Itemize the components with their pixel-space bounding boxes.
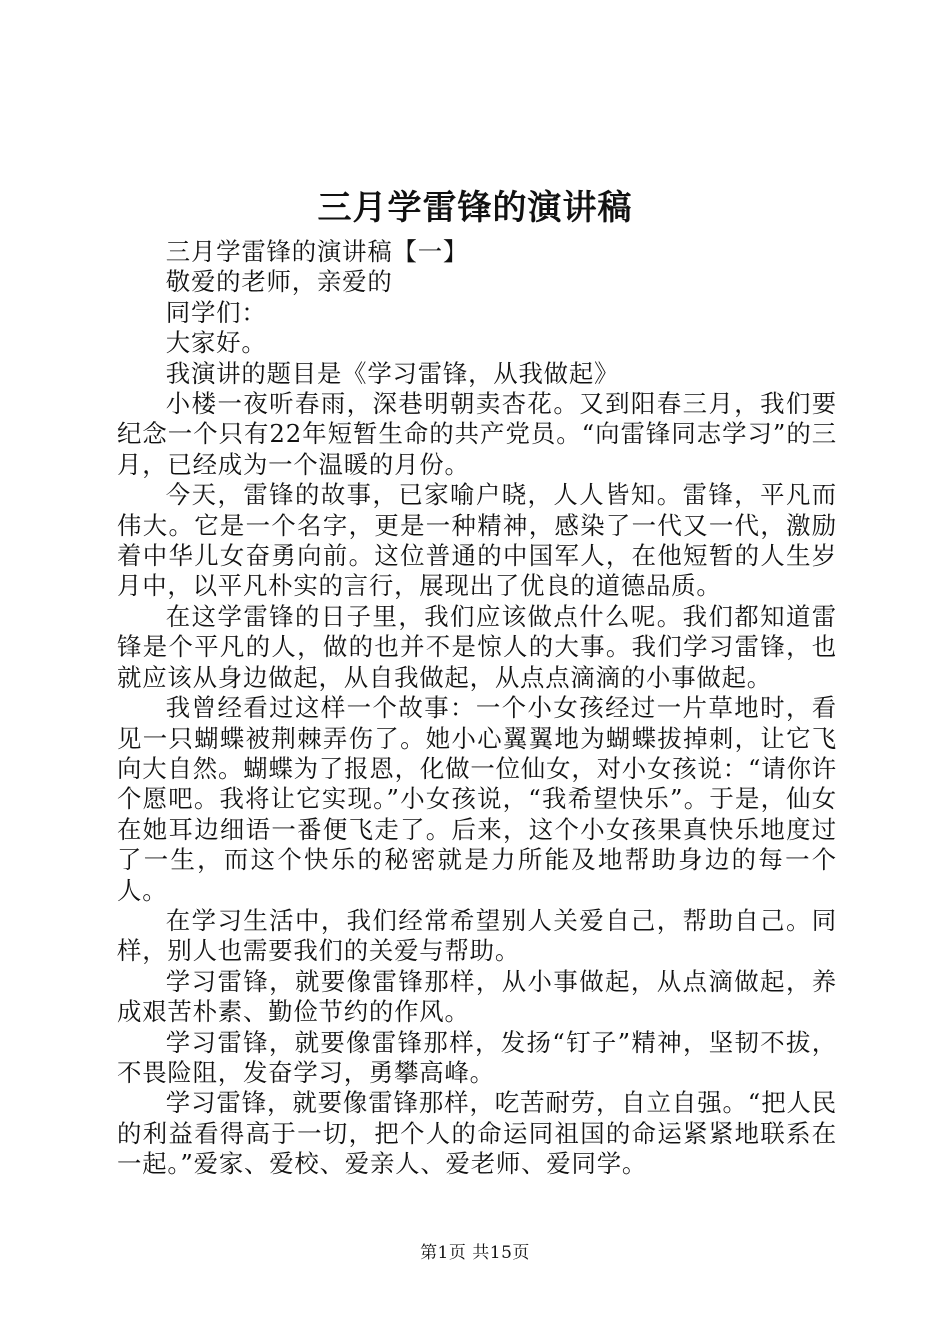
paragraph: 小楼一夜听春雨，深巷明朝卖杏花。又到阳春三月，我们要纪念一个只有22年短暂生命的共产党员。“向雷锋同志学习”的三月，已经成为一个温暖的月份。 <box>117 389 837 479</box>
page-footer: 第1页 共15页 <box>420 1243 530 1263</box>
paragraph: 学习雷锋，就要像雷锋那样，从小事做起，从点滴做起，养成艰苦朴素、勤俭节约的作风。 <box>117 966 837 1027</box>
paragraph: 在学习生活中，我们经常希望别人关爱自己，帮助自己。同样，别人也需要我们的关爱与帮助。 <box>117 905 837 966</box>
paragraph: 在这学雷锋的日子里，我们应该做点什么呢。我们都知道雷锋是个平凡的人，做的也并不是惊人的大事。我们学习雷锋，也就应该从身边做起，从自我做起，从点点滴滴的小事做起。 <box>117 601 837 692</box>
paragraph: 学习雷锋，就要像雷锋那样，吃苦耐劳，自立自强。“把人民的利益看得高于一切，把个人的命运同祖国的命运紧紧地联系在一起。”爱家、爱校、爱亲人、爱老师、爱同学。 <box>117 1088 837 1179</box>
paragraph-salutation-cont: 同学们： <box>165 297 267 327</box>
paragraph: 今天，雷锋的故事，已家喻户晓，人人皆知。雷锋，平凡而伟大。它是一个名字，更是一种精神，感染了一代又一代，激励着中华儿女奋勇向前。这位普通的中国军人，在他短暂的人生岁月中，以平凡朴实的言行，展现出了优良的道德品质。 <box>117 480 837 601</box>
document-body <box>117 237 837 1180</box>
paragraph: 我曾经看过这样一个故事：一个小女孩经过一片草地时，看见一只蝴蝶被荆棘弄伤了。她小心翼翼地为蝴蝶拔掉刺，让它飞向大自然。蝴蝶为了报恩，化做一位仙女，对小女孩说：“请你许个愿吧。我将让它实现。”小女孩说，“我希望快乐”。于是，仙女在她耳边细语一番便飞走了。后来，这个小女孩果真快乐地度过了一生，而这个快乐的秘密就是力所能及地帮助身边的每一个人。 <box>117 693 837 905</box>
paragraph-salutation: 敬爱的老师，亲爱的 <box>165 267 393 297</box>
paragraph-topic: 我演讲的题目是《学习雷锋，从我做起》 <box>165 358 620 388</box>
paragraph: 学习雷锋，就要像雷锋那样，发扬“钉子”精神，坚韧不拔，不畏险阻，发奋学习，勇攀高峰。 <box>117 1027 837 1087</box>
document-title: 三月学雷锋的演讲稿 <box>317 188 633 228</box>
paragraph-subtitle: 三月学雷锋的演讲稿【一】 <box>165 237 469 266</box>
paragraph-greeting: 大家好。 <box>165 328 267 358</box>
